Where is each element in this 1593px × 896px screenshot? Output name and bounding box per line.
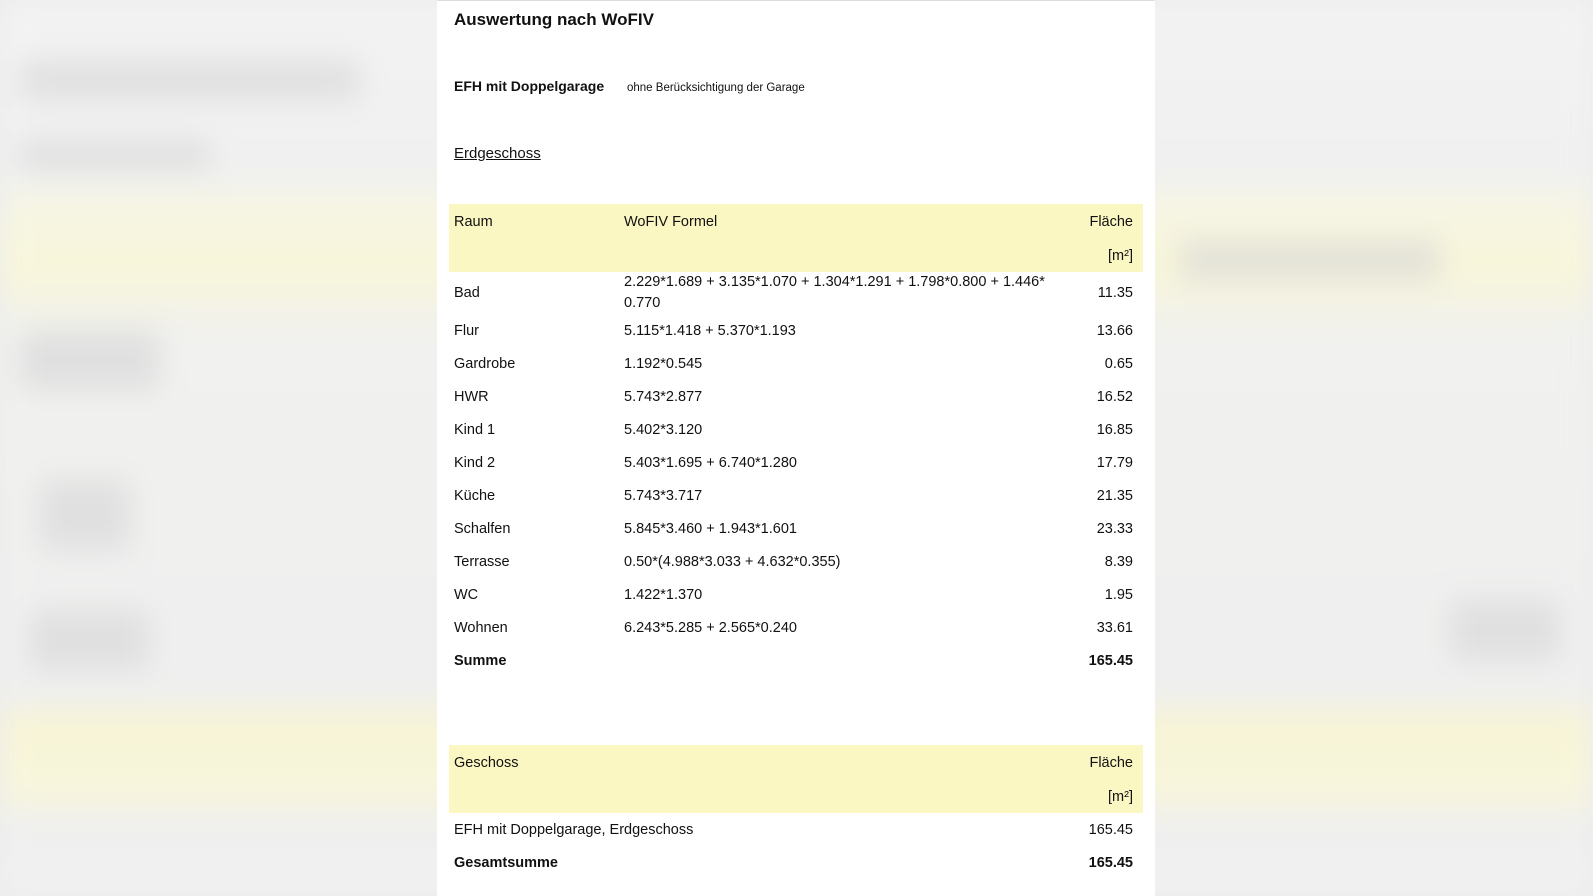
room-area: 17.79: [1096, 454, 1133, 471]
total-row: [449, 846, 1143, 879]
room-formula: 6.243*5.285 + 2.565*0.240: [624, 619, 797, 636]
subtitle-note: ohne Berücksichtigung der Garage: [627, 82, 805, 94]
room-formula: 1.422*1.370: [624, 586, 703, 603]
room-name: Flur: [454, 322, 479, 339]
room-name: Wohnen: [454, 619, 508, 636]
table-row: [449, 813, 1143, 846]
room-formula: 5.402*3.120: [624, 421, 703, 438]
room-formula: 5.845*3.460 + 1.943*1.601: [624, 520, 797, 537]
total-label: Gesamtsumme: [454, 854, 558, 871]
room-area: 1.95: [1104, 586, 1133, 603]
room-area: 16.52: [1096, 388, 1133, 405]
room-name: Küche: [454, 487, 496, 504]
room-area: 23.33: [1096, 520, 1133, 537]
table-row: [449, 314, 1143, 347]
table-row: [449, 347, 1143, 380]
floor-name: EFH mit Doppelgarage, Erdgeschoss: [454, 821, 694, 838]
room-area: 11.35: [1097, 285, 1133, 301]
room-name: Schalfen: [454, 520, 511, 537]
sum-row: [449, 644, 1143, 677]
section-heading-erdgeschoss: Erdgeschoss: [454, 145, 541, 162]
table-header-row: [449, 204, 1143, 240]
document-subtitle: [454, 78, 604, 94]
formula-line: 2.229*1.689 + 3.135*1.070 + 1.304*1.291 + 1.798*0.800 + 1.446*: [624, 274, 1045, 290]
room-area-table: [449, 204, 1143, 677]
table-row: [449, 611, 1143, 644]
room-name: Kind 1: [454, 421, 496, 438]
room-area: 0.65: [1104, 355, 1133, 372]
room-formula: 5.743*2.877: [624, 388, 703, 405]
header-room: Raum: [449, 204, 619, 240]
formula-line-continued: 0.770: [624, 295, 661, 311]
room-name: HWR: [454, 388, 489, 405]
table-row: [449, 578, 1143, 611]
room-formula: 5.403*1.695 + 6.740*1.280: [624, 454, 797, 471]
table-header-row: [449, 745, 1143, 781]
table-row: [449, 413, 1143, 446]
header-area: Fläche: [1012, 745, 1143, 781]
table-row: [449, 272, 1143, 314]
floor-summary-table: [449, 745, 1143, 879]
room-name: Kind 2: [454, 454, 496, 471]
room-formula: 5.115*1.418 + 5.370*1.193: [624, 322, 796, 339]
header-unit: [m²]: [1069, 240, 1143, 272]
table-row: [449, 479, 1143, 512]
room-area: 13.66: [1096, 322, 1133, 339]
sum-value: 165.45: [1088, 652, 1133, 669]
floor-area: 165.45: [1088, 821, 1133, 838]
room-name: Terrasse: [454, 553, 510, 570]
room-area: 21.35: [1096, 487, 1133, 504]
header-floor: Geschoss: [449, 745, 1012, 781]
table-header-unit-row: [449, 240, 1143, 272]
header-formula: WoFIV Formel: [619, 204, 1069, 240]
room-formula: 1.192*0.545: [624, 355, 703, 372]
room-area: 33.61: [1096, 619, 1133, 636]
header-unit: [m²]: [1012, 781, 1143, 813]
room-formula: 5.743*3.717: [624, 487, 703, 504]
table-row: [449, 446, 1143, 479]
table-row: [449, 380, 1143, 413]
room-formula: 0.50*(4.988*3.033 + 4.632*0.355): [624, 553, 841, 570]
header-area: Fläche: [1069, 204, 1143, 240]
table-header-unit-row: [449, 781, 1143, 813]
table-row: [449, 545, 1143, 578]
sum-label: Summe: [454, 652, 507, 669]
room-area: 8.39: [1104, 553, 1133, 570]
room-name: Bad: [454, 285, 480, 301]
room-area: 16.85: [1096, 421, 1133, 438]
document-page: [437, 0, 1155, 896]
room-formula: [619, 272, 1069, 314]
room-name: WC: [454, 586, 479, 603]
table-row: [449, 512, 1143, 545]
room-name: Gardrobe: [454, 355, 516, 372]
document-title: Auswertung nach WoFIV: [454, 10, 654, 29]
total-value: 165.45: [1088, 854, 1133, 871]
subtitle-text: EFH mit Doppelgarage: [454, 78, 605, 94]
